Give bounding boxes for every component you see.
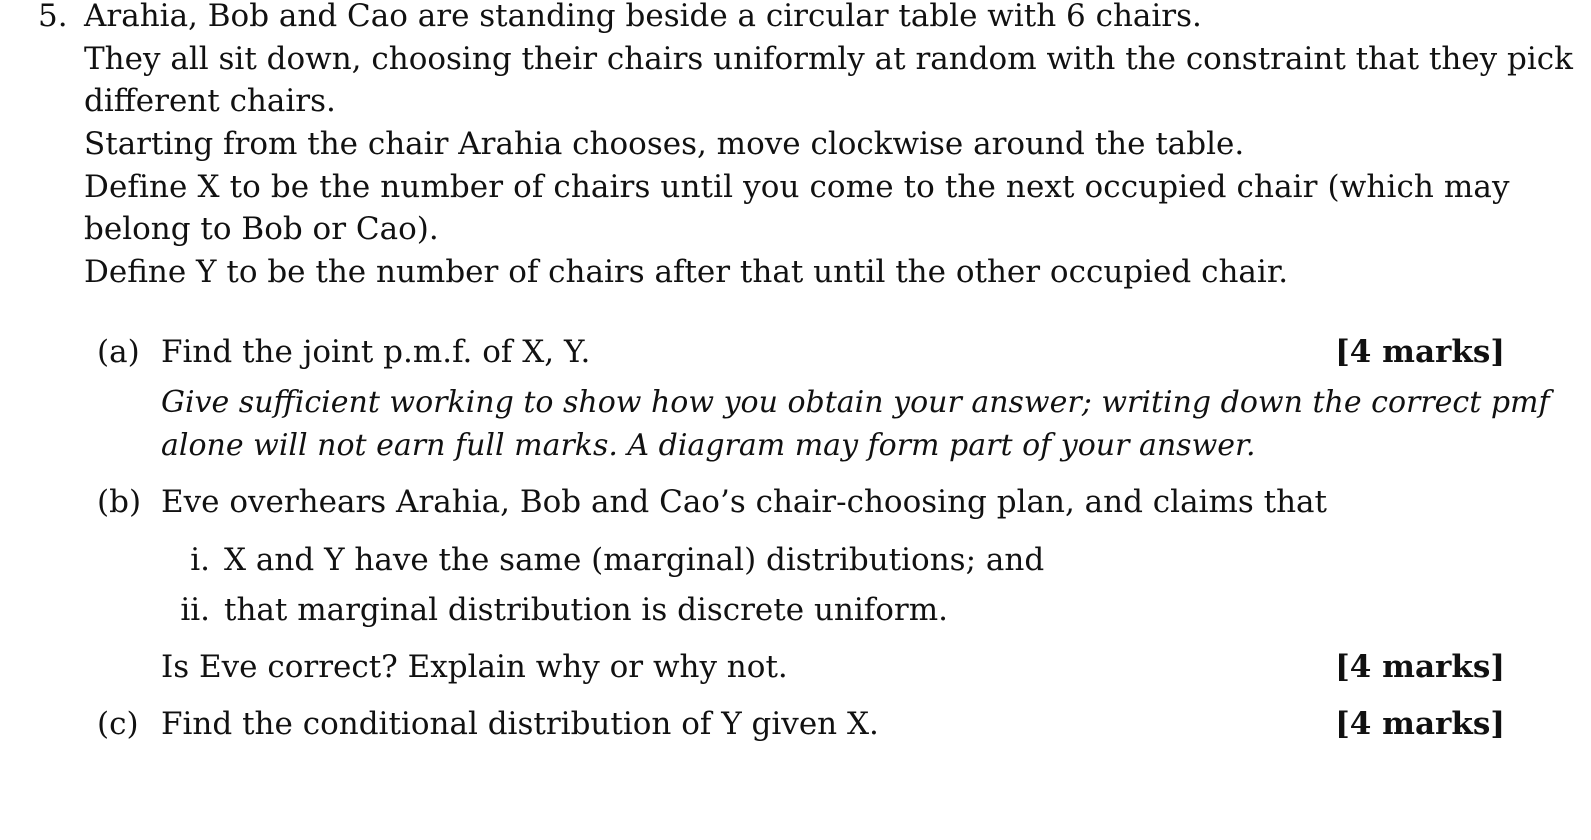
part-a-label: (a) <box>97 334 140 370</box>
intro-line-4: Starting from the chair Arahia chooses, move clockwise around the table. <box>84 126 1245 162</box>
part-b-question: Is Eve correct? Explain why or why not. <box>161 649 788 685</box>
part-b-marks: [4 marks] <box>1335 649 1505 685</box>
part-b-subitem-1-text: X and Y have the same (marginal) distributions; and <box>224 542 1045 578</box>
part-b-subitem-2-label: ii. <box>180 592 210 628</box>
part-a-text: Find the joint p.m.f. of X, Y. <box>161 334 591 370</box>
part-c-marks: [4 marks] <box>1335 706 1505 742</box>
intro-line-3: different chairs. <box>84 83 336 119</box>
part-a-instruction-1: Give sufficient working to show how you obtain your answer; writing down the correct pmf <box>161 385 1550 420</box>
intro-line-5: Define X to be the number of chairs until you come to the next occupied chair (which may <box>84 169 1510 205</box>
part-b-label: (b) <box>97 484 142 520</box>
part-b-text: Eve overhears Arahia, Bob and Cao’s chair-choosing plan, and claims that <box>161 484 1327 520</box>
question-number: 5. <box>38 0 68 34</box>
part-b-subitem-1-label: i. <box>190 542 210 578</box>
intro-line-1: Arahia, Bob and Cao are standing beside a circular table with 6 chairs. <box>84 0 1202 34</box>
part-c-label: (c) <box>97 706 139 742</box>
part-c-text: Find the conditional distribution of Y given X. <box>161 706 879 742</box>
part-b-subitem-2-text: that marginal distribution is discrete uniform. <box>224 592 948 628</box>
intro-line-7: Define Y to be the number of chairs after that until the other occupied chair. <box>84 254 1289 290</box>
intro-line-2: They all sit down, choosing their chairs uniformly at random with the constraint that they pick <box>84 41 1573 77</box>
part-a-instruction-2: alone will not earn full marks. A diagram may form part of your answer. <box>161 428 1256 463</box>
part-a-marks: [4 marks] <box>1335 334 1505 370</box>
intro-line-6: belong to Bob or Cao). <box>84 211 439 247</box>
